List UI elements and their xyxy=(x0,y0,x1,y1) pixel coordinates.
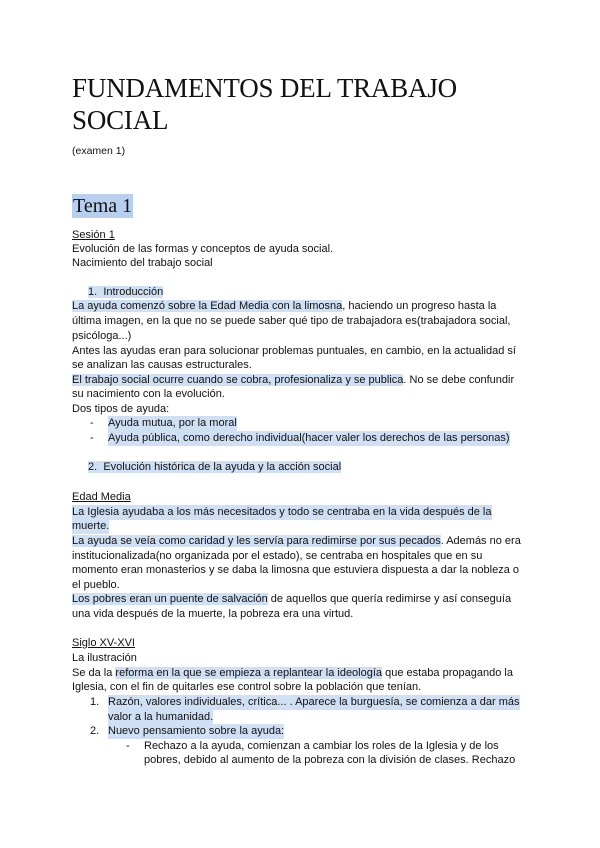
section-1-title: Introducción xyxy=(103,286,164,298)
subtitle: (examen 1) xyxy=(72,145,126,157)
siglo-item-1-line-2: valor a la humanidad. xyxy=(108,711,214,723)
intro-line-4: Antes las ayudas eran para solucionar problemas puntuales, en cambio, en la actualidad sí xyxy=(72,345,516,357)
edad-media-highlight: La ayuda se veía como caridad y les servía para redimirse por sus pecados xyxy=(72,535,441,547)
edad-media-line-8: una vida después de la muerte, la pobreza era una virtud. xyxy=(72,608,354,620)
session-line-1: Evolución de las formas y conceptos de ayuda social. xyxy=(72,243,334,255)
siglo-item-1-number: 1. xyxy=(90,696,100,708)
edad-media-line-6: el pueblo. xyxy=(72,579,120,591)
section-1-number: 1. xyxy=(88,286,98,298)
section-2-heading xyxy=(88,460,341,475)
session-line-2: Nacimiento del trabajo social xyxy=(72,257,213,269)
intro-line-3: psicóloga...) xyxy=(72,330,132,342)
siglo-highlight: reforma en la que se empieza a replantear la ideología xyxy=(115,667,383,679)
section-1-heading xyxy=(88,285,163,300)
siglo-sub-line-2: pobres, debido al aumento de la pobreza con la división de clases. Rechazo xyxy=(144,754,516,766)
intro-line-8: Dos tipos de ayuda: xyxy=(72,403,170,415)
intro-line-7: su nacimiento con la evolución. xyxy=(72,388,225,400)
edad-media-label: Edad Media xyxy=(72,491,131,503)
edad-media-line-1: La Iglesia ayudaba a los más necesitados y todo se centraba en la vida después de la xyxy=(72,506,492,518)
section-2-title: Evolución histórica de la ayuda y la acción social xyxy=(103,461,342,473)
intro-highlight-1: La ayuda comenzó sobre la Edad Media con la limosna xyxy=(72,300,343,312)
session-label: Sesión 1 xyxy=(72,229,115,241)
edad-media-line-3 xyxy=(72,534,521,549)
intro-line-1 xyxy=(72,299,496,314)
edad-media-line-7 xyxy=(72,592,511,607)
intro-line-2: última imagen, en la que no se puede saber qué tipo de trabajadora es(trabajadora social, xyxy=(72,315,511,327)
siglo-line-2: Iglesia, con el fin de quitarles ese control sobre la población que tenían. xyxy=(72,681,422,693)
edad-media-highlight-2: Los pobres eran un puente de salvación xyxy=(72,593,268,605)
section-2-number: 2. xyxy=(88,461,98,473)
edad-media-line-3-rest: . Además no era xyxy=(440,535,521,547)
bullet-1: Ayuda mutua, por la moral xyxy=(108,417,237,429)
edad-media-line-2: muerte. xyxy=(72,520,110,532)
bullet-marker-2: - xyxy=(90,432,94,444)
intro-line-1-rest: , haciendo un progreso hasta la xyxy=(342,300,497,312)
heading-tema: Tema 1 xyxy=(73,195,133,217)
siglo-line-1-a: Se da la xyxy=(72,667,116,679)
siglo-item-2-number: 2. xyxy=(90,725,100,737)
edad-media-line-5: momento eran monasterios y se daba la limosna que estuviera dispuesta a dar la nobleza o xyxy=(72,564,519,576)
bullet-marker-1: - xyxy=(90,417,94,429)
intro-line-5: se analizan las causas estructurales. xyxy=(72,359,252,371)
siglo-line-1 xyxy=(72,666,513,681)
siglo-item-2-line-1: Nuevo pensamiento sobre la ayuda: xyxy=(108,725,285,737)
bullet-2: Ayuda pública, como derecho individual(hacer valer los derechos de las personas) xyxy=(108,432,510,444)
intro-line-6-rest: . No se debe confundir xyxy=(403,374,515,386)
siglo-sub: La ilustración xyxy=(72,652,137,664)
intro-highlight-2: El trabajo social ocurre cuando se cobra, profesionaliza y se publica xyxy=(72,374,404,386)
siglo-item-1-line-1: Razón, valores individuales, crítica... . Aparece la burguesía, se comienza a dar más xyxy=(108,696,520,708)
siglo-label: Siglo XV-XVI xyxy=(72,637,135,649)
edad-media-line-4: institucionalizada(no organizada por el estado), se centraba en hospitales que en su xyxy=(72,550,483,562)
siglo-line-1-b: que estaba propagando la xyxy=(382,667,513,679)
title-line-2: SOCIAL xyxy=(72,105,169,135)
document-title xyxy=(72,72,532,136)
sub-bullet-marker: - xyxy=(126,740,130,752)
title-line-1: FUNDAMENTOS DEL TRABAJO xyxy=(72,73,457,103)
siglo-sub-line-1: Rechazo a la ayuda, comienzan a cambiar los roles de la Iglesia y de los xyxy=(144,740,499,752)
intro-line-6 xyxy=(72,373,514,388)
edad-media-line-7-rest: de aquellos que quería redimirse y así conseguía xyxy=(267,593,512,605)
